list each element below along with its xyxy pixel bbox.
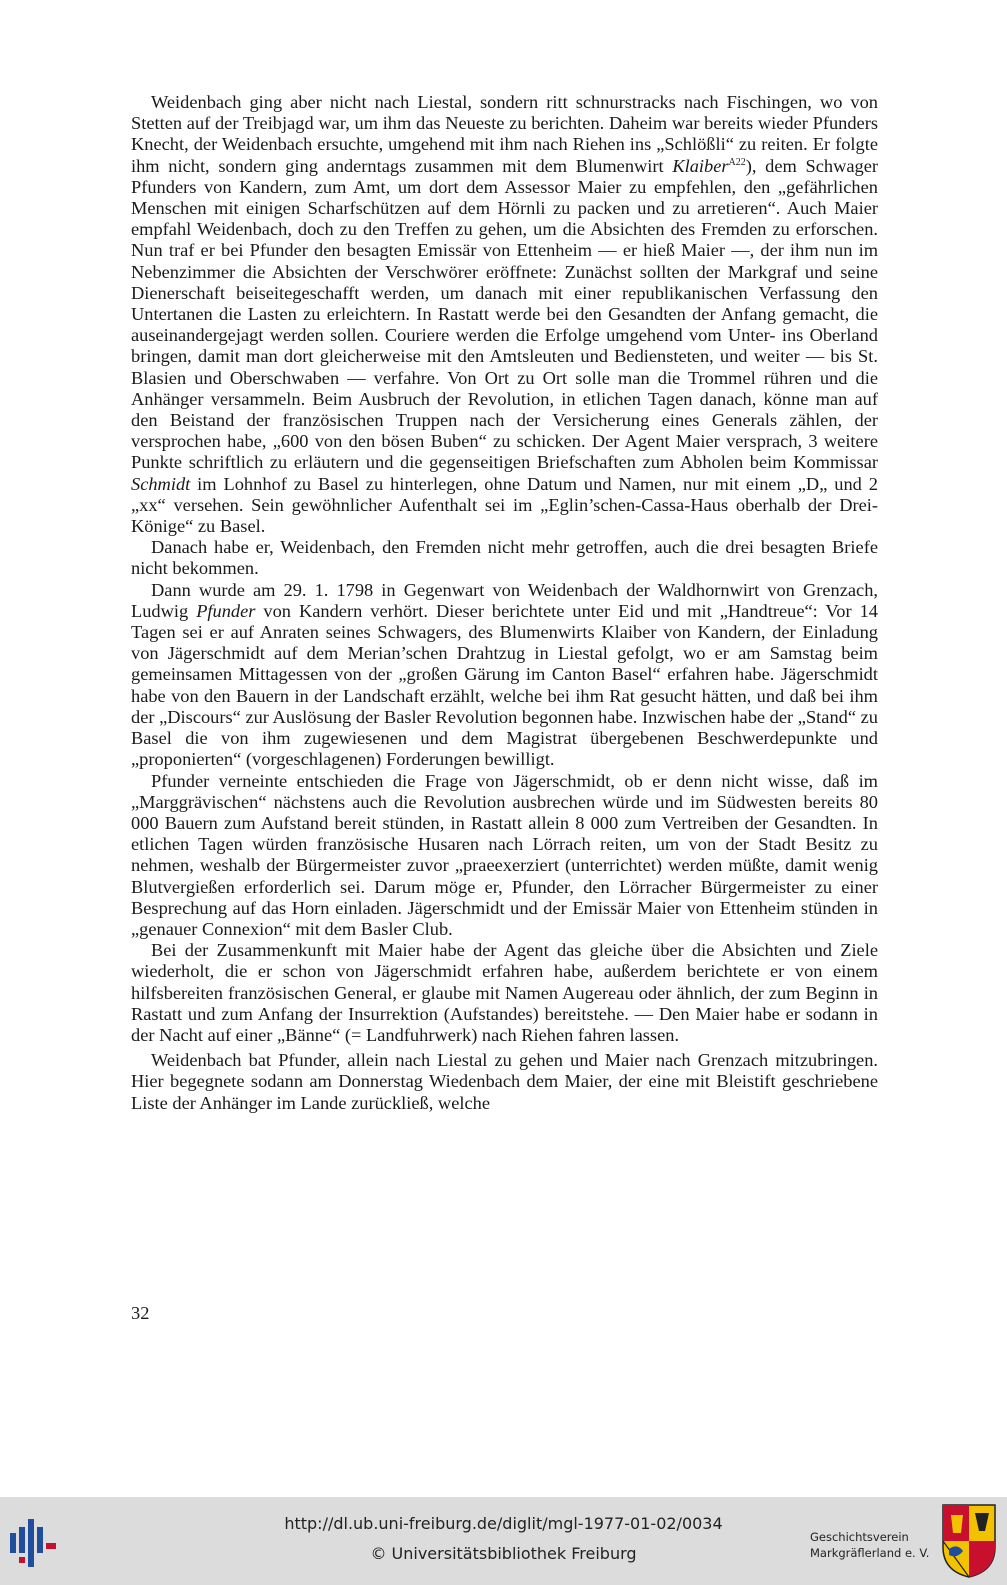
text-run: Dann wurde am 29. 1. 1798 in Gegenwart von Weidenbach der Waldhornwirt von Grenzach, Ludwig (131, 579, 878, 621)
coat-of-arms-icon (941, 1503, 997, 1579)
footnote-ref: A22 (728, 156, 746, 168)
paragraph (131, 92, 878, 537)
text-run: Weidenbach ging aber nicht nach Liestal, sondern ritt schnurstracks nach Fischingen, wo von Stetten auf der Treibjagd war, um ihm das Neueste zu berichten. Daheim war bereits wieder Pfunders Knecht, der Weidenbach ersuchte, umgehend mit ihm nach Riehen ins „Schlößli“ zu reiten. Er folgte ihm nicht, sondern ging anderntags zusammen mit dem Blumenwirt (131, 92, 878, 176)
footer-copyright: © Universitätsbibliothek Freiburg (370, 1544, 637, 1563)
footer-url-link[interactable]: http://dl.ub.uni-freiburg.de/diglit/mgl-1977-01-02/0034 (284, 1514, 723, 1533)
society-line2: Markgräflerland e. V. (810, 1546, 930, 1560)
text-run: Danach habe er, Weidenbach, den Fremden nicht mehr getroffen, auch die drei besagten Briefe nicht bekommen. (131, 537, 878, 579)
text-run: von Kandern verhört. Dieser berichtete unter Eid und mit „Handtreue“: Vor 14 Tagen sei er auf Anraten seines Schwagers, des Blumenwirts Klaiber von Kandern, der Einladung von Jägerschmidt auf dem Merian’schen Drahtzug in Liestal gefolgt, wo er am Samstag beim gemeinsamen Mittagessen von der „großen Gärung im Canton Basel“ erfahren habe. Jägerschmidt habe von den Bauern in der Landschaft erzählt, welche bei ihm Rat gesucht hätten, und daß bei ihm der „Discours“ zur Auslösung der Basler Revolution begonnen habe. Inzwischen habe der „Stand“ zu Basel die von ihm zugewiesenen und dem Magistrat übergebenen Beschwerdepunkte und „proponierten“ (vorgeschlagenen) Forderungen bewilligt. (131, 600, 878, 770)
text-run: ), dem Schwager Pfunders von Kandern, zum Amt, um dort dem Assessor Maier zu empfehlen, den „gefährlichen Menschen mit einigen Scharfschützen auf dem Hörnli zu packen und zu arretieren“. Auch Maier empfahl Weidenbach, doch zu den Treffen zu gehen, um die Absichten des Fremden zu erforschen. Nun traf er bei Pfunder den besagten Emissär von Ettenheim — er hieß Maier —, der ihm nun im Nebenzimmer die Absichten der Verschwörer eröffnete: Zunächst sollten der Markgraf und seine Dienerschaft beiseitegeschafft werden, um danach mit einer republikanischen Verfassung den Untertanen die Lasten zu erleichtern. In Rastatt werde bei den Gesandten der Anfang gemacht, die auseinandergejagt werden sollen. Couriere werden die Erfolge umgehend vom Unter- ins Oberland bringen, damit man dort gleicherweise mit den Amtsleuten und Bediensteten, und weiter — bis St. Blasien und Oberschwaben — verfahre. Von Ort zu Ort solle man die Trommel rühren und die Anhänger versammeln. Beim Ausbruch der Revolution, in etlichen Tagen danach, könne man auf den Beistand der französischen Truppen nach der Versicherung eines Generals zählen, der versprochen habe, „600 von den bösen Buben“ zu schicken. Der Agent Maier versprach, 3 weitere Punkte schriftlich zu erläutern und die gegenseitigen Briefschaften zum Abholen beim Kommissar (131, 155, 878, 473)
text-run: Pfunder verneinte entschieden die Frage von Jägerschmidt, ob er denn nicht wisse, daß im „Marggrävischen“ nächstens auch die Revolution ausbrechen würde und im Südwesten bereits 80 000 Bauern zum Aufstand bereit stünden, in Rastatt allein 8 000 zum Vertreiben der Gesandten. In etlichen Tagen würden französische Husaren nach Lörrach reiten, um von der Stadt Besitz zu nehmen, weshalb der Bürgermeister zuvor „praeexerziert (unterrichtet) werden müßte, damit wenig Blutvergießen erforderlich sei. Darum möge er, Pfunder, den Lörracher Bürgermeister zu einer Besprechung auf das Horn einladen. Jägerschmidt und der Emissär Maier von Ettenheim stünden in „genauer Connexion“ mit dem Basler Club. (131, 770, 878, 939)
italic-name: Klaiber (672, 155, 729, 176)
text-run: Bei der Zusammenkunft mit Maier habe der Agent das gleiche über die Absichten und Ziele wiederholt, die er schon von Jägerschmidt erfahren habe, außerdem berichtete er von einem hilfsbereiten französischen General, er glaube mit Namen Augereau oder ähnlich, der zum Beginn in Rastatt und zum Anfang der Insurrektion (Aufstandes) bereitstehe. — Den Maier habe er sodann in der Nacht auf einer „Bänne“ (= Landfuhrwerk) nach Riehen fahren lassen. (131, 940, 878, 1045)
text-run: im Lohnhof zu Basel zu hinterlegen, ohne Datum und Namen, nur mit einem „D„ und 2 „xx“ versehen. Sein gewöhnlicher Aufenthalt sei im „Eglin’schen-Cassa-Haus oberhalb der Drei-Könige“ zu Basel. (131, 473, 878, 537)
italic-name: Pfunder (196, 600, 256, 621)
page-number: 32 (131, 1303, 150, 1323)
paragraph (131, 580, 878, 771)
paragraph (131, 1050, 878, 1114)
society-line1: Geschichtsverein (810, 1530, 909, 1544)
text-run: Weidenbach bat Pfunder, allein nach Liestal zu gehen und Maier nach Grenzach mitzubringen. Hier begegnete sodann am Donnerstag Wiedenbach dem Maier, der eine mit Bleistift geschriebene Liste der Anhänger im Lande zurückließ, welche (131, 1050, 878, 1113)
paragraph (131, 537, 878, 579)
footer-bar (0, 1497, 1007, 1585)
society-name (810, 1529, 935, 1561)
italic-name: Schmidt (131, 473, 191, 494)
page-body (131, 92, 878, 1114)
paragraph (131, 771, 878, 941)
paragraph (131, 940, 878, 1046)
